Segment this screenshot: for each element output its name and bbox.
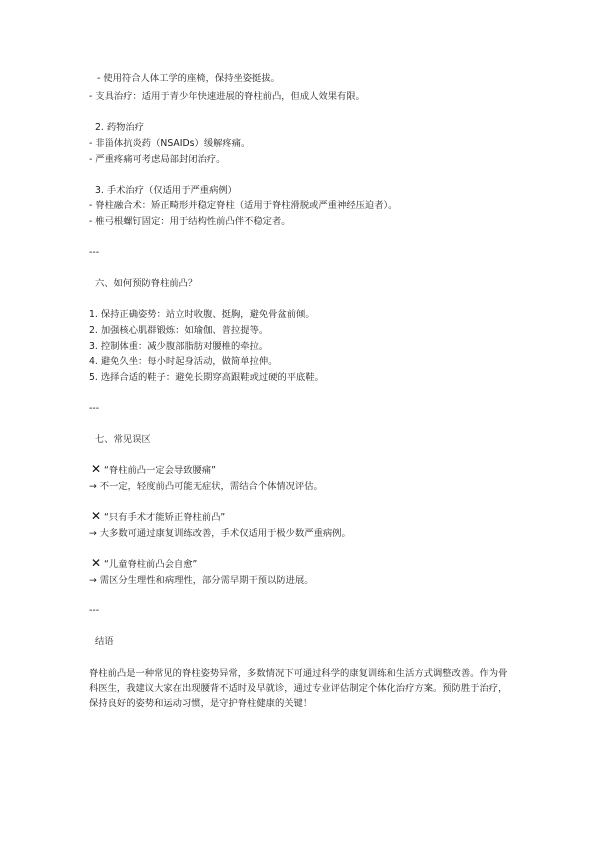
myth-claim — [91, 463, 216, 477]
treatment-brace: - 支具治疗：适用于青少年快速进展的脊柱前凸，但成人效果有限。 — [89, 91, 365, 102]
tip-chair: - 使用符合人体工学的座椅，保持坐姿挺拔。 — [97, 73, 280, 84]
cross-mark-icon: ✕ — [91, 462, 102, 476]
conclusion-paragraph: 脊柱前凸是一种常见的脊柱姿势异常，多数情况下可通过科学的康复训练和生活方式调整改善。作为骨科医生，我建议大家在出现腰背不适时及早就诊，通过专业评估制定个体化治疗方案。预防胜于治疗，保持良好的姿势和运动习惯，是守护脊柱健康的关键！ — [89, 668, 508, 709]
myth-answer: → 需区分生理性和病理性，部分需早期干预以防进展。 — [89, 575, 314, 586]
myth-claim-text: “只有手术才能矫正脊柱前凸” — [104, 512, 226, 523]
myth-claim — [91, 557, 197, 571]
section-heading-myths: 七、常见误区 — [95, 434, 151, 445]
myth-answer: → 大多数可通过康复训练改善，手术仅适用于极少数严重病例。 — [89, 528, 351, 539]
list-item: 3. 控制体重：减少腹部脂肪对腰椎的牵拉。 — [89, 341, 269, 352]
myth-claim — [91, 510, 225, 524]
treatment-block: - 严重疼痛可考虑局部封闭治疗。 — [89, 154, 226, 165]
subheading-surgery: 3. 手术治疗（仅适用于严重病例） — [95, 185, 237, 196]
myth-claim-text: “儿童脊柱前凸会自愈” — [104, 559, 198, 570]
list-item: 1. 保持正确姿势：站立时收腹、挺胸，避免骨盆前倾。 — [89, 309, 315, 320]
separator: --- — [89, 403, 100, 414]
cross-mark-icon: ✕ — [91, 509, 102, 523]
cross-mark-icon: ✕ — [91, 556, 102, 570]
section-heading-prevention: 六、如何预防脊柱前凸？ — [95, 278, 198, 289]
myth-answer: → 不一定，轻度前凸可能无症状，需结合个体情况评估。 — [89, 481, 323, 492]
section-heading-conclusion: 结语 — [95, 636, 114, 647]
treatment-screws: - 椎弓根螺钉固定：用于结构性前凸伴不稳定者。 — [89, 216, 291, 227]
myth-claim-text: “脊柱前凸一定会导致腰痛” — [104, 465, 216, 476]
treatment-nsaids: - 非甾体抗炎药（NSAIDs）缓解疼痛。 — [89, 138, 251, 149]
separator: --- — [89, 247, 100, 258]
list-item: 5. 选择合适的鞋子：避免长期穿高跟鞋或过硬的平底鞋。 — [89, 372, 324, 383]
separator: --- — [89, 605, 100, 616]
subheading-drug-therapy: 2. 药物治疗 — [95, 122, 145, 133]
list-item: 4. 避免久坐：每小时起身活动，做简单拉伸。 — [89, 356, 278, 367]
list-item: 2. 加强核心肌群锻炼：如瑜伽、普拉提等。 — [89, 325, 269, 336]
treatment-fusion: - 脊柱融合术：矫正畸形并稳定脊柱（适用于脊柱滑脱或严重神经压迫者）。 — [89, 200, 398, 211]
